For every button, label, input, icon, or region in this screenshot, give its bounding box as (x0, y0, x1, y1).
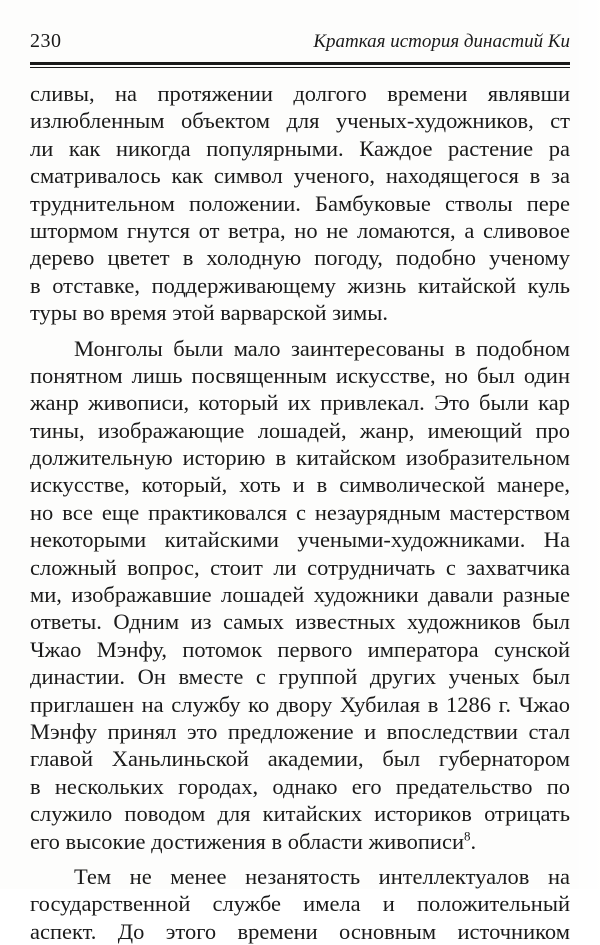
text-line: ми, изображавшие лошадей художники давали разные (30, 582, 570, 608)
header-rule-thin (30, 67, 570, 68)
text-line: ли как никогда популярными. Каждое растение ра (30, 135, 570, 161)
text-line: труднительном положении. Бамбуковые стволы пере (30, 190, 570, 216)
paragraph (30, 335, 570, 855)
text-line-content: его высокие достижения в области живописи (30, 828, 465, 854)
text-line: главой Ханьлиньской академии, был губернатором (30, 746, 570, 772)
sentence-end: . (470, 828, 477, 854)
text-line: штормом гнутся от ветра, но не ломаются, а сливовое (30, 217, 570, 243)
text-line: тины, изображающие лошадей, жанр, имеющий про (30, 417, 570, 443)
scan-edge-fade (570, 0, 600, 889)
text-line: ответы. Одним из самых известных художников был (30, 609, 570, 635)
text-line: Тем не менее незанятость интеллектуалов на (74, 863, 570, 889)
text-line: династии. Он вместе с группой других ученых был (30, 664, 570, 690)
text-line: сложный вопрос, стоит ли сотрудничать с захватчика (30, 554, 570, 580)
text-line: понятном лишь посвященным искусстве, но был один (30, 362, 570, 388)
text-line-with-footnote (30, 828, 570, 855)
text-line: излюбленным объектом для ученых-художников, ст (30, 108, 570, 134)
text-line: туры во время этой варварской зимы. (30, 300, 389, 326)
text-line: дерево цветет в холодную погоду, подобно ученому (30, 245, 570, 271)
text-line: сматривалось как символ ученого, находящегося в за (30, 163, 570, 189)
paragraph (30, 863, 570, 945)
text-line: сливы, на протяжении долгого времени являвши (30, 81, 570, 106)
page-number: 230 (30, 30, 62, 52)
running-title: Краткая история династий Ки (313, 31, 570, 52)
text-line: должительную историю в китайском изобразительном (30, 445, 570, 471)
text-line: служило поводом для китайских историков отрицать (30, 801, 570, 827)
paragraph-gap (30, 855, 570, 863)
text-line: жанр живописи, который их привлекал. Это были кар (30, 390, 570, 416)
text-line: Мэнфу принял это предложение и впоследствии стал (30, 718, 570, 744)
body-text (30, 80, 570, 945)
paragraph-gap (30, 327, 570, 335)
header-rule (30, 62, 570, 65)
text-line: но все еще практиковался с незаурядным мастерством (30, 499, 570, 525)
text-line: аспект. До этого времени основным источником (30, 918, 570, 944)
text-line: Чжао Мэнфу, потомок первого императора сунской (30, 636, 570, 662)
text-line: приглашен на службу ко двору Хубилая в 1286 г. Чжао (30, 691, 570, 717)
text-line: искусстве, который, хоть и в символической манере, (30, 472, 570, 498)
page-header (30, 30, 570, 60)
text-line: государственной службе имела и положительный (30, 891, 570, 917)
text-line: некоторыми китайскими учеными-художниками. На (30, 527, 570, 553)
footnote-reference[interactable]: 8 (464, 828, 471, 844)
text-line: Монголы были мало заинтересованы в подобном (74, 335, 570, 361)
text-line: в нескольких городах, однако его предательство по (30, 773, 570, 799)
paragraph (30, 80, 570, 327)
text-line: в отставке, поддерживающему жизнь китайской куль (30, 272, 570, 298)
